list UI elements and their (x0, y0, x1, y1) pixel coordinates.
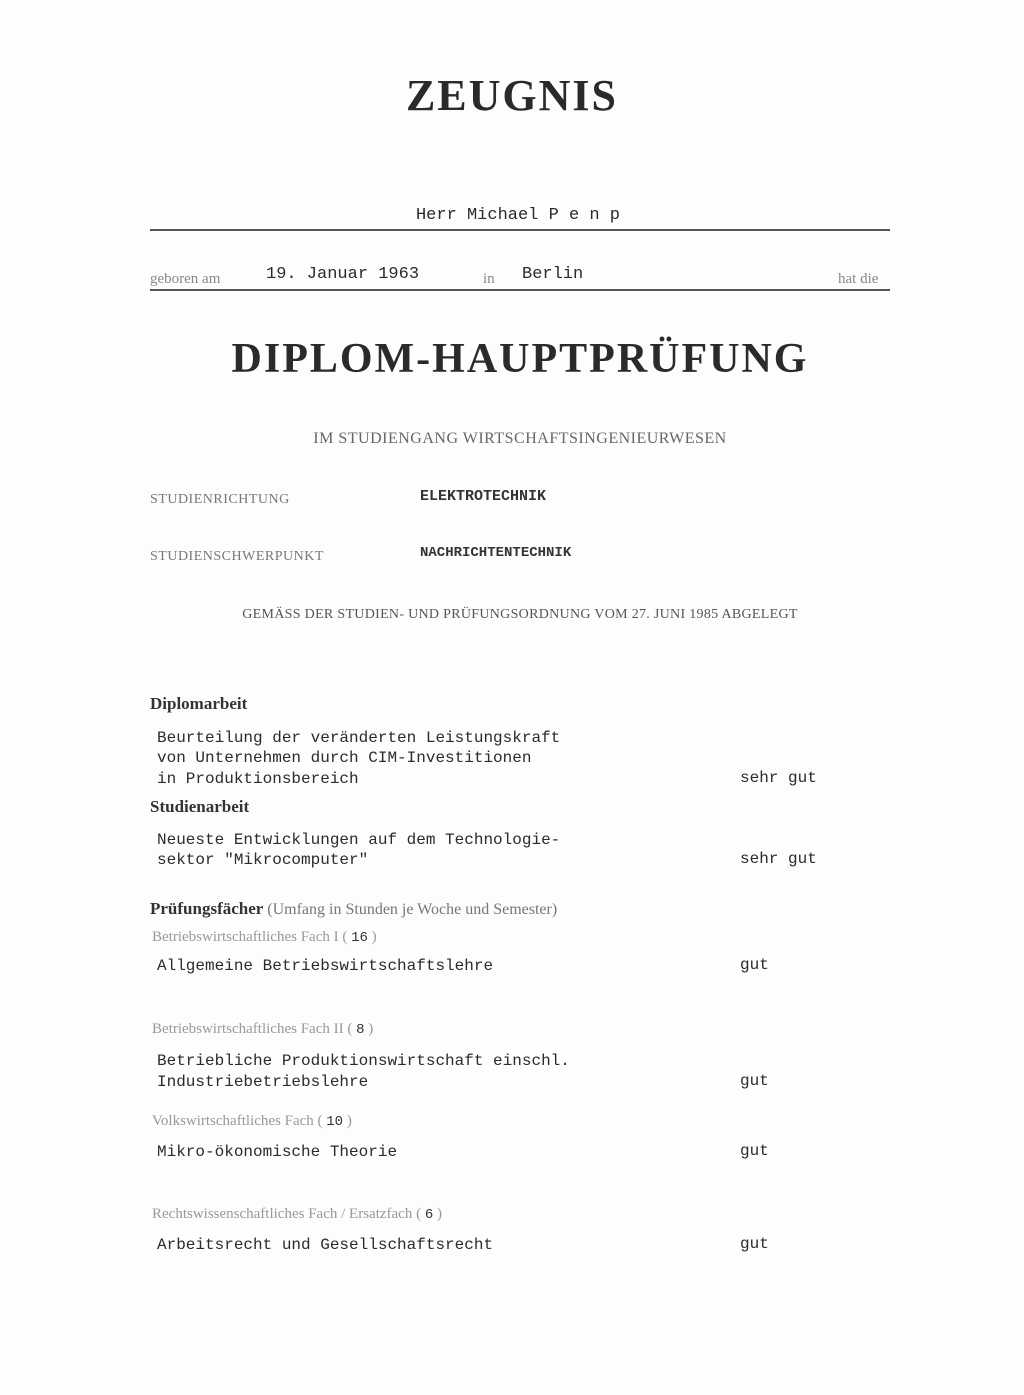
pruefungsfaecher-note: (Umfang in Stunden je Woche und Semester) (267, 901, 558, 918)
fach-1-hours: 16 (351, 930, 368, 946)
document-title: ZEUGNIS (405, 71, 619, 120)
born-label: geboren am (150, 271, 221, 287)
diplomarbeit-grade: sehr gut (740, 769, 817, 787)
fach-2-subject-line-2: Industriebetriebslehre (157, 1073, 369, 1091)
focus-value: NACHRICHTENTECHNIK (420, 545, 572, 561)
fach-2-close: ) (368, 1021, 374, 1037)
fach-3-label-text: Volkswirtschaftliches Fach ( (152, 1113, 323, 1129)
study-program: IM STUDIENGANG WIRTSCHAFTSINGENIEURWESEN (313, 430, 727, 447)
in-label: in (483, 271, 495, 287)
exam-title: DIPLOM-HAUPTPRÜFUNG (231, 336, 809, 382)
fach-3-label (152, 1113, 352, 1130)
studienarbeit-grade: sehr gut (740, 850, 817, 868)
fach-4-close: ) (436, 1206, 442, 1222)
fach-2-grade: gut (740, 1072, 769, 1090)
fach-2-label-text: Betriebswirtschaftliches Fach II ( (152, 1021, 353, 1037)
hat-label: hat die (838, 271, 879, 287)
fach-1-grade: gut (740, 956, 769, 974)
fach-2-label (152, 1021, 373, 1038)
fach-3-subject: Mikro-ökonomische Theorie (157, 1143, 398, 1161)
holder-name: Herr Michael P e n p (415, 206, 621, 225)
fach-4-grade: gut (740, 1235, 769, 1253)
diplomarbeit-line-1: Beurteilung der veränderten Leistungskraft (157, 729, 561, 747)
fach-1-label-text: Betriebswirtschaftliches Fach I ( (152, 929, 348, 945)
birth-city: Berlin (522, 265, 584, 284)
fach-3-hours: 10 (326, 1114, 344, 1130)
birth-date: 19. Januar 1963 (266, 265, 420, 284)
pruefungsfaecher-heading (150, 899, 557, 919)
regulation-statement: GEMÄSS DER STUDIEN- UND PRÜFUNGSORDNUNG VOM 27. JUNI 1985 ABGELEGT (242, 607, 798, 622)
fach-3-grade: gut (740, 1142, 769, 1160)
fach-4-hours: 6 (424, 1207, 434, 1223)
fach-1-label (152, 929, 377, 946)
fach-2-hours: 8 (356, 1022, 365, 1038)
diplomarbeit-line-3: in Produktionsbereich (157, 770, 359, 788)
fach-3-close: ) (346, 1113, 352, 1129)
fach-4-subject: Arbeitsrecht und Gesellschaftsrecht (157, 1236, 494, 1254)
fach-4-label (152, 1206, 442, 1223)
fach-1-close: ) (371, 929, 377, 945)
fach-4-label-text: Rechtswissenschaftliches Fach / Ersatzfach ( (152, 1206, 422, 1222)
pruefungsfaecher-title: Prüfungsfächer (150, 899, 264, 918)
diplomarbeit-line-2: von Unternehmen durch CIM-Investitionen (157, 749, 532, 767)
direction-value: ELEKTROTECHNIK (420, 488, 547, 505)
focus-label: STUDIENSCHWERPUNKT (150, 549, 324, 564)
studienarbeit-line-1: Neueste Entwicklungen auf dem Technologie- (157, 831, 561, 849)
diplomarbeit-heading: Diplomarbeit (150, 694, 248, 713)
birth-underline (150, 289, 890, 291)
studienarbeit-heading: Studienarbeit (150, 797, 250, 816)
fach-2-subject-line-1: Betriebliche Produktionswirtschaft einschl. (157, 1052, 570, 1070)
direction-label: STUDIENRICHTUNG (150, 492, 290, 507)
name-underline (150, 229, 890, 231)
fach-1-subject: Allgemeine Betriebswirtschaftslehre (157, 957, 494, 975)
studienarbeit-line-2: sektor "Mikrocomputer" (157, 851, 369, 869)
